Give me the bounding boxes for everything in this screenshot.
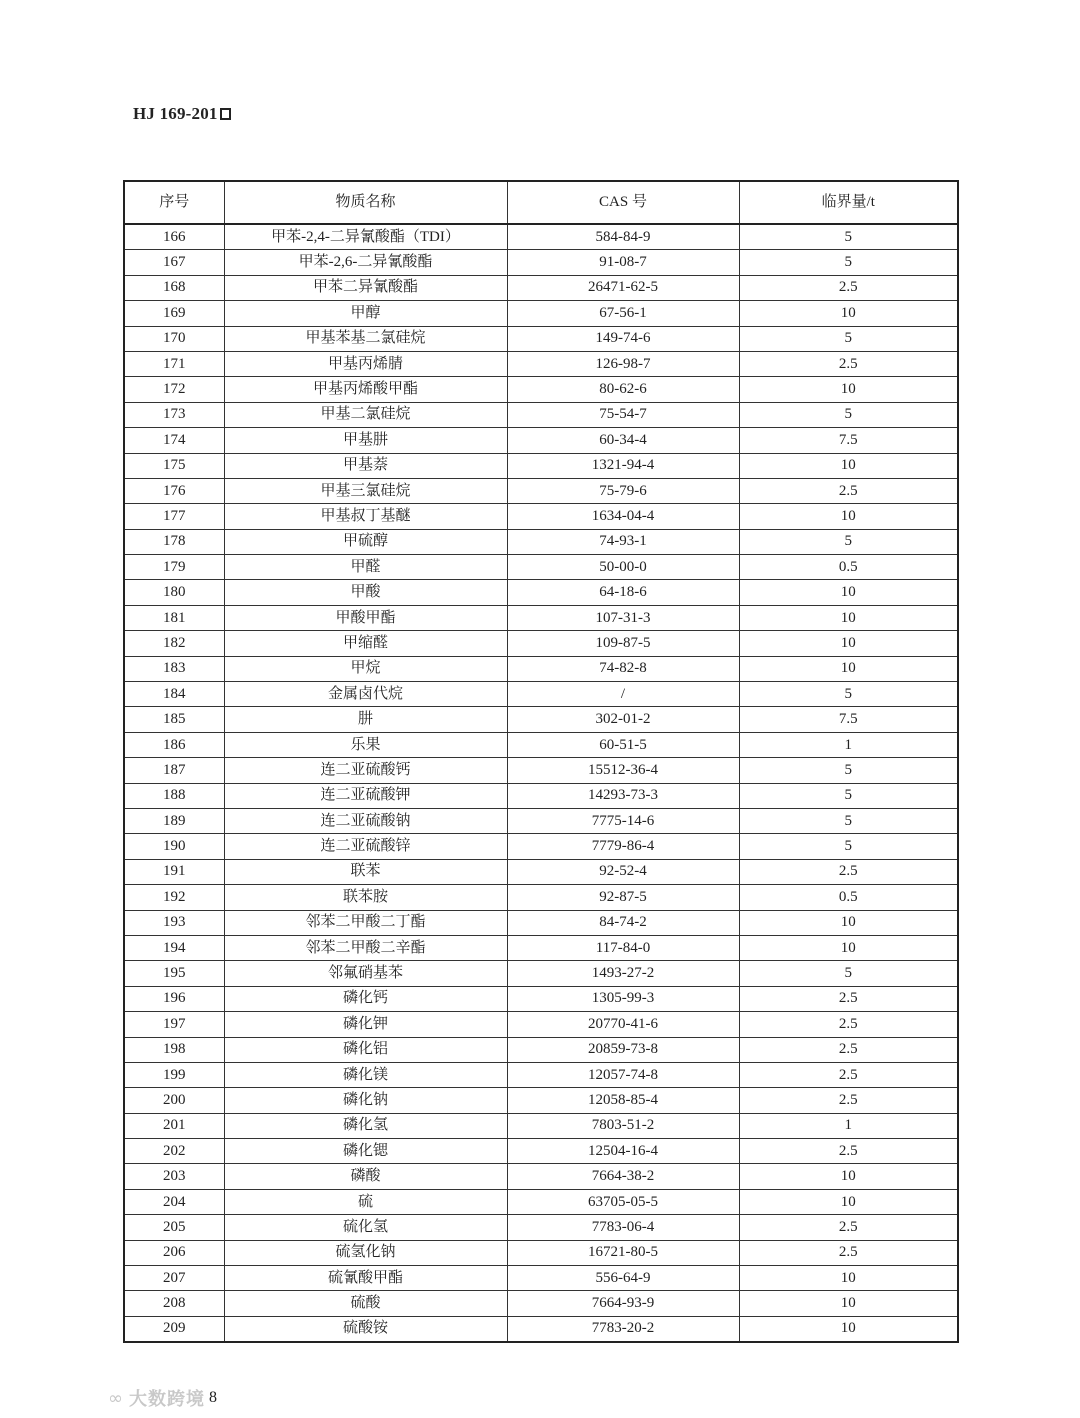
cell-serial: 206	[124, 1240, 224, 1265]
cell-serial: 175	[124, 453, 224, 478]
cell-cas-number: 7803-51-2	[507, 1113, 739, 1138]
table-row	[124, 478, 958, 503]
cell-serial: 187	[124, 758, 224, 783]
cell-serial: 182	[124, 631, 224, 656]
cell-threshold-quantity: 2.5	[739, 1215, 958, 1240]
cell-threshold-quantity: 5	[739, 758, 958, 783]
column-header-substance-name: 物质名称	[224, 181, 507, 224]
cell-serial: 196	[124, 986, 224, 1011]
cell-cas-number: 126-98-7	[507, 351, 739, 376]
cell-substance-name: 甲苯-2,4-二异氰酸酯（TDI）	[224, 224, 507, 250]
table-row	[124, 1088, 958, 1113]
table-row	[124, 986, 958, 1011]
cell-threshold-quantity: 5	[739, 834, 958, 859]
cell-cas-number: 14293-73-3	[507, 783, 739, 808]
table-row	[124, 580, 958, 605]
table-row	[124, 859, 958, 884]
cell-cas-number: 302-01-2	[507, 707, 739, 732]
cell-substance-name: 甲醇	[224, 301, 507, 326]
cell-threshold-quantity: 2.5	[739, 478, 958, 503]
cell-cas-number: 1305-99-3	[507, 986, 739, 1011]
cell-threshold-quantity: 5	[739, 961, 958, 986]
cell-cas-number: 74-82-8	[507, 656, 739, 681]
cell-substance-name: 甲基丙烯腈	[224, 351, 507, 376]
cell-substance-name: 硫氰酸甲酯	[224, 1266, 507, 1291]
cell-serial: 192	[124, 885, 224, 910]
cell-substance-name: 磷化镁	[224, 1062, 507, 1087]
table-row	[124, 250, 958, 275]
cell-substance-name: 甲缩醛	[224, 631, 507, 656]
year-placeholder-box-icon	[220, 108, 231, 120]
table-row	[124, 275, 958, 300]
cell-threshold-quantity: 10	[739, 605, 958, 630]
cell-threshold-quantity: 5	[739, 808, 958, 833]
cell-serial: 193	[124, 910, 224, 935]
cell-cas-number: 7664-38-2	[507, 1164, 739, 1189]
cell-threshold-quantity: 1	[739, 1113, 958, 1138]
cell-threshold-quantity: 10	[739, 1316, 958, 1342]
table-row	[124, 1266, 958, 1291]
cell-substance-name: 磷化钠	[224, 1088, 507, 1113]
cell-serial: 173	[124, 402, 224, 427]
cell-cas-number: 107-31-3	[507, 605, 739, 630]
cell-threshold-quantity: 2.5	[739, 1240, 958, 1265]
table-row	[124, 732, 958, 757]
cell-threshold-quantity: 5	[739, 529, 958, 554]
cell-cas-number: 91-08-7	[507, 250, 739, 275]
cell-serial: 194	[124, 935, 224, 960]
cell-serial: 208	[124, 1291, 224, 1316]
cell-threshold-quantity: 2.5	[739, 1088, 958, 1113]
cell-cas-number: 1634-04-4	[507, 504, 739, 529]
cell-substance-name: 甲基二氯硅烷	[224, 402, 507, 427]
cell-substance-name: 甲苯-2,6-二异氰酸酯	[224, 250, 507, 275]
cell-substance-name: 乐果	[224, 732, 507, 757]
cell-serial: 195	[124, 961, 224, 986]
table-row	[124, 885, 958, 910]
cell-threshold-quantity: 2.5	[739, 1139, 958, 1164]
cell-serial: 179	[124, 555, 224, 580]
cell-serial: 197	[124, 1012, 224, 1037]
table-row	[124, 453, 958, 478]
table-row	[124, 428, 958, 453]
cell-serial: 184	[124, 682, 224, 707]
cell-cas-number: 75-54-7	[507, 402, 739, 427]
cell-cas-number: 12058-85-4	[507, 1088, 739, 1113]
cell-cas-number: /	[507, 682, 739, 707]
cell-cas-number: 1493-27-2	[507, 961, 739, 986]
cell-substance-name: 连二亚硫酸锌	[224, 834, 507, 859]
cell-serial: 178	[124, 529, 224, 554]
cell-threshold-quantity: 0.5	[739, 885, 958, 910]
cell-threshold-quantity: 0.5	[739, 555, 958, 580]
cell-serial: 186	[124, 732, 224, 757]
cell-threshold-quantity: 2.5	[739, 1062, 958, 1087]
table-row	[124, 808, 958, 833]
table-header-row	[124, 181, 958, 224]
document-code-text: HJ 169-201	[133, 104, 218, 123]
cell-cas-number: 63705-05-5	[507, 1189, 739, 1214]
cell-threshold-quantity: 10	[739, 935, 958, 960]
cell-substance-name: 肼	[224, 707, 507, 732]
cell-cas-number: 50-00-0	[507, 555, 739, 580]
table-row	[124, 1316, 958, 1342]
cell-substance-name: 硫	[224, 1189, 507, 1214]
table-row	[124, 961, 958, 986]
table-row	[124, 1012, 958, 1037]
cell-threshold-quantity: 10	[739, 1164, 958, 1189]
table-row	[124, 1139, 958, 1164]
cell-serial: 203	[124, 1164, 224, 1189]
cell-cas-number: 64-18-6	[507, 580, 739, 605]
cell-cas-number: 12504-16-4	[507, 1139, 739, 1164]
cell-substance-name: 硫氢化钠	[224, 1240, 507, 1265]
table-row	[124, 301, 958, 326]
cell-cas-number: 16721-80-5	[507, 1240, 739, 1265]
cell-serial: 198	[124, 1037, 224, 1062]
cell-cas-number: 74-93-1	[507, 529, 739, 554]
cell-substance-name: 磷化锶	[224, 1139, 507, 1164]
cell-substance-name: 邻苯二甲酸二辛酯	[224, 935, 507, 960]
cell-serial: 201	[124, 1113, 224, 1138]
cell-serial: 209	[124, 1316, 224, 1342]
cell-substance-name: 邻苯二甲酸二丁酯	[224, 910, 507, 935]
cell-serial: 200	[124, 1088, 224, 1113]
cell-substance-name: 磷化钾	[224, 1012, 507, 1037]
watermark-text: 大数跨境	[129, 1389, 205, 1410]
table-row	[124, 1062, 958, 1087]
cell-cas-number: 20859-73-8	[507, 1037, 739, 1062]
table-row	[124, 1113, 958, 1138]
cell-cas-number: 60-34-4	[507, 428, 739, 453]
cell-threshold-quantity: 10	[739, 631, 958, 656]
cell-cas-number: 15512-36-4	[507, 758, 739, 783]
cell-cas-number: 75-79-6	[507, 478, 739, 503]
hazardous-substance-table	[123, 180, 959, 1343]
cell-threshold-quantity: 10	[739, 580, 958, 605]
table-row	[124, 1291, 958, 1316]
table-row	[124, 1215, 958, 1240]
cell-serial: 205	[124, 1215, 224, 1240]
cell-cas-number: 80-62-6	[507, 377, 739, 402]
cell-threshold-quantity: 5	[739, 402, 958, 427]
table-row	[124, 783, 958, 808]
cell-threshold-quantity: 10	[739, 301, 958, 326]
cell-substance-name: 甲酸甲酯	[224, 605, 507, 630]
cell-threshold-quantity: 10	[739, 1266, 958, 1291]
document-code	[133, 104, 231, 124]
table-row	[124, 605, 958, 630]
cell-serial: 207	[124, 1266, 224, 1291]
cell-cas-number: 1321-94-4	[507, 453, 739, 478]
cell-serial: 199	[124, 1062, 224, 1087]
cell-serial: 166	[124, 224, 224, 250]
cell-threshold-quantity: 7.5	[739, 707, 958, 732]
cell-cas-number: 7779-86-4	[507, 834, 739, 859]
cell-substance-name: 连二亚硫酸钙	[224, 758, 507, 783]
cell-serial: 171	[124, 351, 224, 376]
cell-threshold-quantity: 2.5	[739, 1037, 958, 1062]
cell-cas-number: 117-84-0	[507, 935, 739, 960]
cell-cas-number: 60-51-5	[507, 732, 739, 757]
cell-cas-number: 7775-14-6	[507, 808, 739, 833]
table-row	[124, 935, 958, 960]
cell-threshold-quantity: 10	[739, 377, 958, 402]
cell-substance-name: 甲基丙烯酸甲酯	[224, 377, 507, 402]
table-row	[124, 1037, 958, 1062]
cell-cas-number: 26471-62-5	[507, 275, 739, 300]
cell-cas-number: 84-74-2	[507, 910, 739, 935]
table-row	[124, 1164, 958, 1189]
table-row	[124, 1240, 958, 1265]
cell-threshold-quantity: 2.5	[739, 986, 958, 1011]
table-row	[124, 529, 958, 554]
cell-threshold-quantity: 2.5	[739, 859, 958, 884]
cell-substance-name: 甲醛	[224, 555, 507, 580]
cell-threshold-quantity: 1	[739, 732, 958, 757]
cell-threshold-quantity: 5	[739, 783, 958, 808]
cell-substance-name: 甲基叔丁基醚	[224, 504, 507, 529]
cell-threshold-quantity: 10	[739, 453, 958, 478]
cell-serial: 191	[124, 859, 224, 884]
cell-substance-name: 联苯	[224, 859, 507, 884]
cell-cas-number: 67-56-1	[507, 301, 739, 326]
cell-cas-number: 7783-20-2	[507, 1316, 739, 1342]
table-row	[124, 224, 958, 250]
cell-substance-name: 磷化铝	[224, 1037, 507, 1062]
cell-substance-name: 连二亚硫酸钾	[224, 783, 507, 808]
cell-cas-number: 20770-41-6	[507, 1012, 739, 1037]
cell-cas-number: 7664-93-9	[507, 1291, 739, 1316]
table-row	[124, 910, 958, 935]
cell-substance-name: 甲硫醇	[224, 529, 507, 554]
table-body	[124, 224, 958, 1342]
page-number: 8	[209, 1389, 217, 1406]
cell-substance-name: 甲基萘	[224, 453, 507, 478]
cell-serial: 174	[124, 428, 224, 453]
cell-substance-name: 甲基苯基二氯硅烷	[224, 326, 507, 351]
cell-cas-number: 556-64-9	[507, 1266, 739, 1291]
cell-threshold-quantity: 5	[739, 326, 958, 351]
cell-serial: 181	[124, 605, 224, 630]
cell-threshold-quantity: 5	[739, 682, 958, 707]
column-header-serial: 序号	[124, 181, 224, 224]
cell-substance-name: 邻氟硝基苯	[224, 961, 507, 986]
cell-substance-name: 连二亚硫酸钠	[224, 808, 507, 833]
cell-serial: 170	[124, 326, 224, 351]
cell-threshold-quantity: 7.5	[739, 428, 958, 453]
cell-cas-number: 12057-74-8	[507, 1062, 739, 1087]
cell-substance-name: 硫酸铵	[224, 1316, 507, 1342]
cell-substance-name: 磷化钙	[224, 986, 507, 1011]
table-row	[124, 326, 958, 351]
column-header-cas-number: CAS 号	[507, 181, 739, 224]
cell-serial: 204	[124, 1189, 224, 1214]
cell-serial: 168	[124, 275, 224, 300]
cell-serial: 167	[124, 250, 224, 275]
table-row	[124, 402, 958, 427]
table-row	[124, 504, 958, 529]
cell-threshold-quantity: 10	[739, 1291, 958, 1316]
cell-serial: 183	[124, 656, 224, 681]
cell-cas-number: 109-87-5	[507, 631, 739, 656]
cell-substance-name: 磷酸	[224, 1164, 507, 1189]
table-row	[124, 631, 958, 656]
cell-threshold-quantity: 2.5	[739, 1012, 958, 1037]
cell-substance-name: 甲酸	[224, 580, 507, 605]
cell-threshold-quantity: 2.5	[739, 275, 958, 300]
cell-threshold-quantity: 10	[739, 504, 958, 529]
table-row	[124, 707, 958, 732]
table-row	[124, 758, 958, 783]
cell-threshold-quantity: 10	[739, 1189, 958, 1214]
cell-cas-number: 149-74-6	[507, 326, 739, 351]
page-footer	[108, 1385, 217, 1411]
cell-cas-number: 92-52-4	[507, 859, 739, 884]
cell-substance-name: 硫化氢	[224, 1215, 507, 1240]
cell-serial: 185	[124, 707, 224, 732]
cell-serial: 202	[124, 1139, 224, 1164]
cell-serial: 169	[124, 301, 224, 326]
watermark-logo-icon: ∞	[108, 1387, 123, 1409]
cell-serial: 190	[124, 834, 224, 859]
cell-substance-name: 联苯胺	[224, 885, 507, 910]
cell-substance-name: 甲基肼	[224, 428, 507, 453]
cell-serial: 177	[124, 504, 224, 529]
cell-cas-number: 92-87-5	[507, 885, 739, 910]
cell-threshold-quantity: 10	[739, 910, 958, 935]
cell-threshold-quantity: 10	[739, 656, 958, 681]
table-row	[124, 656, 958, 681]
cell-serial: 180	[124, 580, 224, 605]
cell-threshold-quantity: 2.5	[739, 351, 958, 376]
cell-substance-name: 甲烷	[224, 656, 507, 681]
cell-threshold-quantity: 5	[739, 250, 958, 275]
cell-threshold-quantity: 5	[739, 224, 958, 250]
cell-substance-name: 磷化氢	[224, 1113, 507, 1138]
cell-substance-name: 甲苯二异氰酸酯	[224, 275, 507, 300]
cell-substance-name: 硫酸	[224, 1291, 507, 1316]
cell-serial: 176	[124, 478, 224, 503]
cell-substance-name: 甲基三氯硅烷	[224, 478, 507, 503]
cell-substance-name: 金属卤代烷	[224, 682, 507, 707]
column-header-threshold-quantity: 临界量/t	[739, 181, 958, 224]
cell-cas-number: 7783-06-4	[507, 1215, 739, 1240]
cell-cas-number: 584-84-9	[507, 224, 739, 250]
table-row	[124, 682, 958, 707]
table-row	[124, 555, 958, 580]
table-row	[124, 377, 958, 402]
cell-serial: 189	[124, 808, 224, 833]
cell-serial: 172	[124, 377, 224, 402]
table-row	[124, 834, 958, 859]
table-row	[124, 351, 958, 376]
cell-serial: 188	[124, 783, 224, 808]
table-row	[124, 1189, 958, 1214]
